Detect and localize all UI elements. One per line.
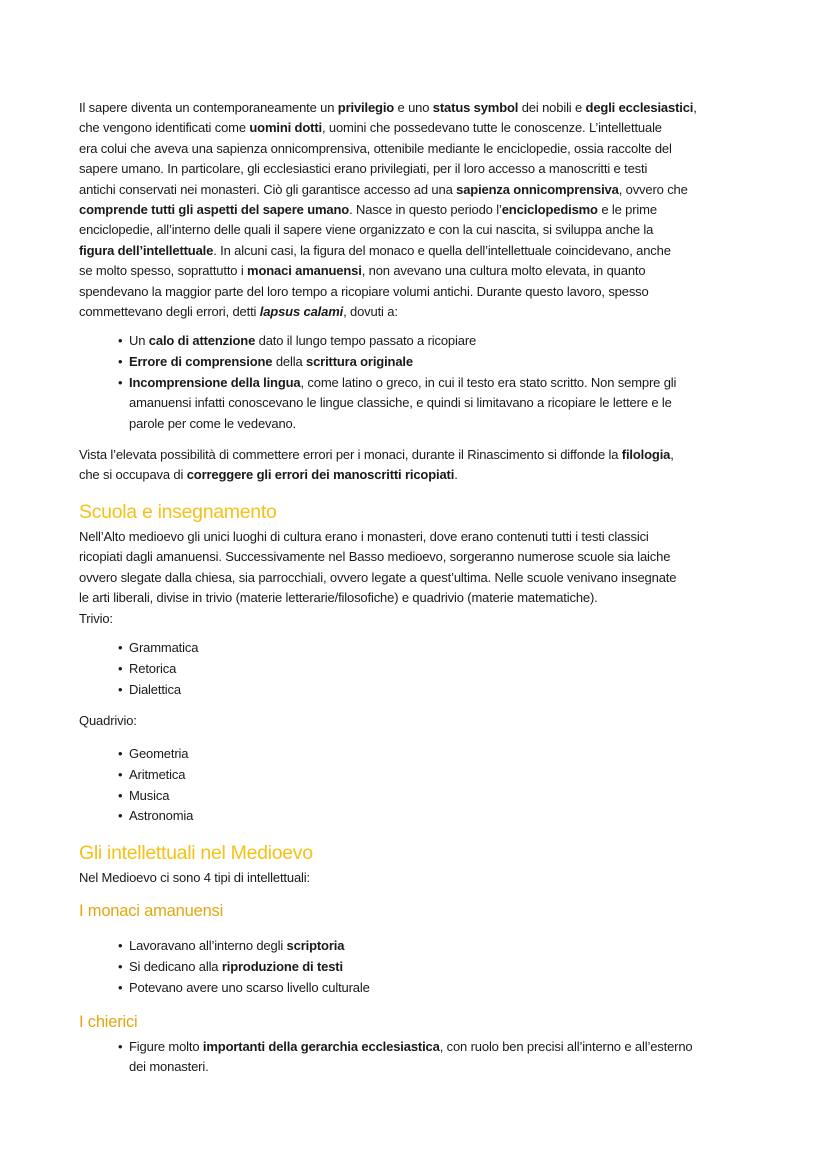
text-run: , non avevano una cultura molto elevata, in quanto: [361, 263, 646, 279]
bullet-icon: •: [118, 661, 123, 676]
text-run: e uno: [394, 100, 433, 115]
text-run: Lavoravano all’interno degli: [129, 938, 287, 953]
text-run: che si occupava di: [79, 467, 187, 483]
text-line: [79, 868, 768, 888]
list-item: [118, 936, 768, 956]
text-line: [79, 220, 768, 240]
emphasized-text: figura dell’intellettuale: [79, 242, 214, 258]
text-run: , come latino o greco, in cui il testo era stato scritto. Non sempre gli: [300, 375, 677, 390]
bullet-icon: •: [118, 375, 123, 390]
text-run: Vista l’elevata possibilità di commettere errori per i monaci, durante il Rinascimento si diffonde la: [79, 447, 622, 462]
text-run: , dovuti a:: [343, 303, 398, 319]
text-run: , uomini che possedevano tutte le conoscenze. L’intellettuale: [321, 120, 662, 136]
text-run: ,: [670, 447, 674, 462]
text-line: [129, 659, 768, 679]
text-run: dato il lungo tempo passato a ricopiare: [255, 333, 477, 348]
text-run: e le prime: [597, 201, 657, 217]
paragraph: [79, 527, 768, 629]
text-run: Potevano avere uno scarso livello culturale: [129, 980, 370, 995]
emphasized-text: privilegio: [337, 100, 395, 115]
subsection-heading: I chierici: [79, 1013, 138, 1031]
text-run: era colui che aveva una sapienza onnicomprensiva, ottenibile mediante le enciclopedie, ossia raccolte del: [79, 140, 672, 156]
list-item: [118, 806, 768, 826]
text-run: . In alcuni casi, la figura del monaco e quella dell’intellettuale coincidevano, anche: [213, 242, 671, 258]
text-run: , con ruolo ben precisi all’interno e all’esterno: [439, 1039, 693, 1054]
text-run: se molto spesso, soprattutto i: [79, 263, 248, 279]
bullet-icon: •: [118, 746, 123, 761]
emphasized-text: Errore di comprensione: [129, 354, 273, 369]
text-run: Musica: [129, 788, 170, 803]
bullet-icon: •: [118, 980, 123, 995]
list-item: [118, 978, 768, 998]
bullet-icon: •: [118, 354, 123, 369]
bullet-icon: •: [118, 788, 123, 803]
text-line: [79, 200, 768, 220]
text-line: [79, 711, 768, 731]
text-run: spendevano la maggior parte del loro tempo a ricopiare volumi antichi. Durante questo lavoro, spesso: [79, 283, 649, 299]
text-run: Astronomia: [129, 808, 194, 823]
text-line: [79, 118, 768, 138]
bullet-icon: •: [118, 1039, 123, 1054]
text-run: che vengono identificati come: [79, 120, 250, 136]
list-item: [118, 352, 768, 372]
text-line: [79, 98, 768, 118]
paragraph: [79, 868, 768, 888]
text-line: [129, 331, 768, 351]
emphasized-text: monaci amanuensi: [247, 263, 362, 279]
text-run: . Nasce in questo periodo l’: [349, 201, 502, 217]
text-line: [129, 1037, 768, 1057]
text-run: Trivio:: [79, 610, 113, 626]
text-line: [79, 547, 768, 567]
text-run: Nel Medioevo ci sono 4 tipi di intellettuali:: [79, 870, 310, 885]
bullet-icon: •: [118, 959, 123, 974]
text-line: [129, 373, 768, 393]
text-run: Geometria: [129, 746, 189, 761]
text-run: le arti liberali, divise in trivio (materie letterarie/filosofiche) e quadrivio (materie matematiche).: [79, 590, 598, 606]
list-item: [118, 373, 768, 434]
text-line: [129, 680, 768, 700]
text-line: [129, 936, 768, 956]
text-line: [129, 786, 768, 806]
list-item: [118, 957, 768, 977]
text-line: [79, 241, 768, 261]
text-line: [129, 765, 768, 785]
text-run: Retorica: [129, 661, 177, 676]
text-line: [79, 465, 768, 485]
paragraph: [79, 98, 768, 322]
text-run: commettevano degli errori, detti: [79, 303, 260, 319]
list-item: [118, 744, 768, 764]
text-run: Dialettica: [129, 682, 181, 697]
list-item: [118, 659, 768, 679]
text-line: [129, 806, 768, 826]
text-run: amanuensi infatti conoscevano le lingue classiche, e quindi si limitavano a ricopiare le lettere e le: [129, 395, 672, 411]
emphasized-text: calo di attenzione: [148, 333, 256, 348]
text-line: [79, 527, 768, 547]
text-run: antichi conservati nei monasteri. Ciò gli garantisce accesso ad una: [79, 181, 457, 197]
section-heading: Scuola e insegnamento: [79, 501, 277, 523]
paragraph: [79, 711, 768, 731]
text-line: [129, 414, 768, 434]
text-run: Si dedicano alla: [129, 959, 222, 974]
emphasized-text: degli ecclesiastici: [585, 100, 694, 115]
text-run: Nell’Alto medioevo gli unici luoghi di cultura erano i monasteri, dove erano contenuti tutti i testi classici: [79, 529, 649, 544]
text-line: [79, 282, 768, 302]
emphasized-text: comprende tutti gli aspetti del sapere umano: [79, 201, 350, 217]
text-run: Grammatica: [129, 640, 199, 655]
bullet-icon: •: [118, 640, 123, 655]
text-line: [129, 1057, 768, 1077]
list-item: [118, 765, 768, 785]
text-run: dei monasteri.: [129, 1059, 209, 1075]
text-line: [79, 609, 768, 629]
text-run: Quadrivio:: [79, 713, 137, 728]
text-line: [79, 180, 768, 200]
text-line: [79, 139, 768, 159]
text-line: [79, 588, 768, 608]
bullet-icon: •: [118, 938, 123, 953]
bullet-icon: •: [118, 767, 123, 782]
text-run: enciclopedie, all’interno delle quali il sapere viene organizzato e con la cui nascita, si sviluppa anche la: [79, 222, 654, 238]
emphasized-text: Incomprensione della lingua: [129, 375, 301, 390]
list-item: [118, 638, 768, 658]
text-run: dei nobili e: [518, 100, 586, 115]
emphasized-text: riproduzione di testi: [221, 959, 343, 974]
text-run: sapere umano. In particolare, gli ecclesiastici erano privilegiati, per il loro accesso a manoscritti e testi: [79, 161, 648, 177]
emphasized-text: status symbol: [432, 100, 519, 115]
text-run: della: [272, 354, 306, 369]
emphasized-text: filologia: [621, 447, 671, 462]
emphasized-text: scriptoria: [286, 938, 345, 953]
emphasized-text: correggere gli errori dei manoscritti ricopiati: [186, 467, 455, 483]
list-item: [118, 1037, 768, 1078]
emphasized-text: enciclopedismo: [501, 201, 598, 217]
text-line: [79, 302, 768, 322]
text-run: ovvero slegate dalla chiesa, sia parrocchiali, ovvero legate a quest’ultima. Nelle scuole venivano insegnate: [79, 569, 677, 585]
text-run: Il sapere diventa un contemporaneamente un: [79, 100, 338, 115]
bullet-icon: •: [118, 808, 123, 823]
emphasized-text: sapienza onnicomprensiva: [456, 181, 619, 197]
text-line: [79, 445, 768, 465]
text-run: ricopiati dagli amanuensi. Successivamente nel Basso medioevo, sorgeranno numerose scuole sia laiche: [79, 549, 671, 565]
text-run: .: [454, 467, 458, 483]
text-run: , ovvero che: [618, 181, 688, 197]
text-line: [79, 568, 768, 588]
text-line: [129, 393, 768, 413]
text-line: [79, 159, 768, 179]
text-line: [129, 638, 768, 658]
text-line: [129, 352, 768, 372]
text-line: [129, 957, 768, 977]
list-item: [118, 680, 768, 700]
paragraph: [79, 445, 768, 486]
text-line: [129, 744, 768, 764]
emphasized-text: lapsus calami: [259, 303, 344, 319]
text-run: Figure molto: [129, 1039, 203, 1054]
list-item: [118, 331, 768, 351]
text-run: Aritmetica: [129, 767, 186, 782]
text-run: parole per come le vedevano.: [129, 415, 297, 431]
text-line: [129, 978, 768, 998]
list-item: [118, 786, 768, 806]
subsection-heading: I monaci amanuensi: [79, 902, 224, 920]
emphasized-text: uomini dotti: [249, 120, 322, 136]
text-line: [79, 261, 768, 281]
section-heading: Gli intellettuali nel Medioevo: [79, 842, 313, 864]
emphasized-text: scrittura originale: [306, 354, 413, 369]
text-run: Un: [129, 333, 149, 348]
text-run: ,: [693, 100, 697, 115]
bullet-icon: •: [118, 333, 123, 348]
bullet-icon: •: [118, 682, 123, 697]
emphasized-text: importanti della gerarchia ecclesiastica: [202, 1039, 440, 1054]
